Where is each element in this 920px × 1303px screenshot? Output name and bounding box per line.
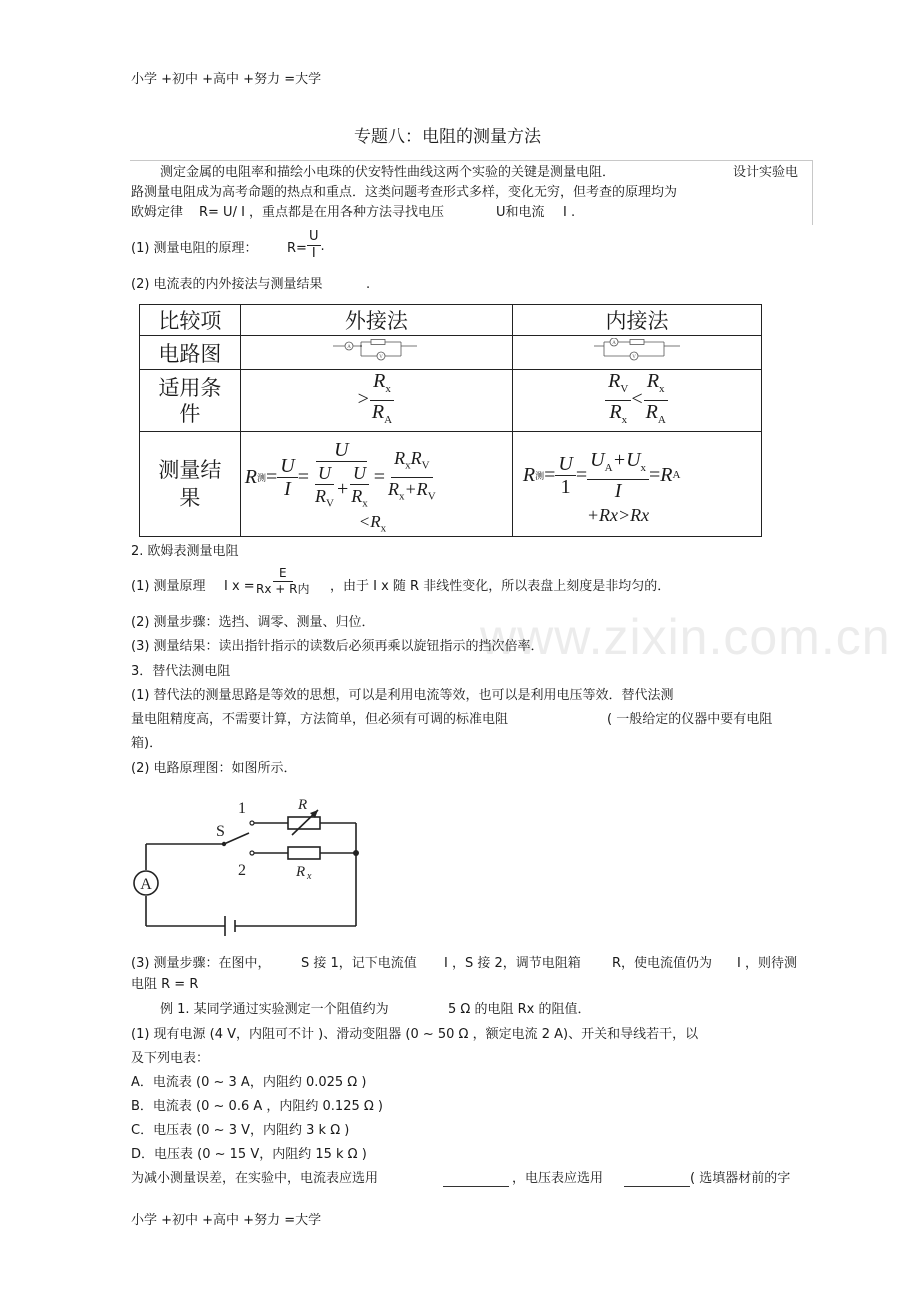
current-meter-blank[interactable] xyxy=(443,1172,509,1191)
ext-cond-den-sub: A xyxy=(384,414,393,426)
ext-res-eq2: = xyxy=(297,465,310,488)
page-footer: 小学 +初中 +高中 +努力 =大学 xyxy=(131,1213,322,1228)
ohmmeter-p3: (3) 测量结果：读出指针指示的读数后必须再乘以旋钮指示的挡次倍率． xyxy=(131,639,544,654)
svg-text:A: A xyxy=(347,345,352,350)
table-header-item: 比较项 xyxy=(140,305,241,336)
intro-line-1a: 测定金属的电阻率和描绘小电珠的伏安特性曲线这两个实验的关键是测量电阻． xyxy=(160,165,616,180)
intro-line-1b: 设计实验电 xyxy=(733,165,799,180)
example-q1a: (1) 现有电源 (4 V，内阻可不计 )、滑动变阻器 (0 ~ 50 Ω ，额定电流 2 A)、开关和导线若干，以 xyxy=(131,1027,699,1042)
ohmmeter-p2: (2) 测量步骤：选挡、调零、测量、归位． xyxy=(131,615,375,630)
ohmmeter-num: E xyxy=(273,566,293,582)
principle-label: (1) 测量电阻的原理： xyxy=(131,241,258,256)
substitution-p3b: S 接 1，记下电流值 xyxy=(301,956,417,971)
table-header-internal: 内接法 xyxy=(512,305,761,336)
intro-line-3d: I . xyxy=(563,205,576,220)
result-label-text: 测量结果 xyxy=(158,458,222,510)
int-res-ux-sub: x xyxy=(640,461,647,474)
resistance-box-label: R xyxy=(298,797,308,813)
rx-label-sub: x xyxy=(307,871,312,882)
ext-res-eq1: = xyxy=(266,465,278,488)
int-res-eq1: = xyxy=(544,463,556,486)
external-circuit-diagram xyxy=(240,336,512,370)
int-res-ua-sub: A xyxy=(604,461,613,474)
switch-pos-2-label: 2 xyxy=(238,862,246,879)
svg-text:V: V xyxy=(379,355,384,360)
example-q1b: 及下列电表： xyxy=(131,1051,210,1066)
principle-den: I xyxy=(311,246,316,261)
int-cond-lt: < xyxy=(631,388,643,411)
ext-res-tail-text: <R xyxy=(358,511,381,531)
int-res-r: R xyxy=(522,463,536,486)
principle-tail: . xyxy=(320,239,325,254)
principle-num: U xyxy=(309,229,319,244)
ammeter-label: A xyxy=(140,876,152,893)
intro-line-3b: R= U/ I ，重点都是在用各种方法寻找电压 xyxy=(199,205,445,220)
table-row-circuit-label: 电路图 xyxy=(140,336,241,370)
ext-res-r-sub: 测 xyxy=(256,472,266,483)
ohmmeter-fraction xyxy=(254,566,311,597)
internal-result xyxy=(512,432,761,537)
int-cond-den1: R xyxy=(609,401,622,423)
ext-res-rv: R xyxy=(315,486,327,507)
principle-lhs: R= xyxy=(287,241,307,256)
int-cond-den2: R xyxy=(645,401,658,423)
example-intro-a: 例 1. 某同学通过实验测定一个阻值约为 xyxy=(160,1002,389,1017)
example-last-c: ( 选填器材前的字 xyxy=(690,1171,791,1186)
ext-res-u: U xyxy=(277,455,297,478)
int-res-tail: +Rx>Rx xyxy=(586,505,650,525)
int-cond-num1: R xyxy=(608,370,621,392)
ohmmeter-den: Rx + R内 xyxy=(256,582,310,596)
table-row-condition-label xyxy=(140,370,241,432)
condition-label-text: 适用条件 xyxy=(158,375,222,426)
example-intro-b: 5 Ω 的电阻 Rx 的阻值． xyxy=(448,1002,591,1017)
int-res-plus: + xyxy=(612,448,627,471)
page-header: 小学 +初中 +高中 +努力 =大学 xyxy=(131,72,322,87)
substitution-p3a: (3) 测量步骤：在图中， xyxy=(131,956,271,971)
substitution-p1d: 箱)． xyxy=(131,736,163,751)
ext-cond-num: R xyxy=(373,370,386,392)
int-res-ra-sub: A xyxy=(672,469,681,481)
option-a: A．电流表 (0 ~ 3 A，内阻约 0.025 Ω ) xyxy=(131,1075,367,1090)
ext-res-tail xyxy=(359,512,386,534)
substitution-p1b: 量电阻精度高，不需要计算，方法简单，但必须有可调的标准电阻 xyxy=(131,712,509,727)
intro-line-3a: 欧姆定律 xyxy=(131,205,184,220)
switch-pos-1-label: 1 xyxy=(238,800,246,817)
ext-res-rv-sub: V xyxy=(326,497,334,510)
substitution-p3e: I ，则待测 xyxy=(737,956,797,971)
int-cond-num2: R xyxy=(646,370,660,392)
ohmmeter-p1-label: (1) 测量原理 xyxy=(131,579,206,594)
ext-res-rx-sub: x xyxy=(362,497,368,510)
ext-res-rx: R xyxy=(351,486,363,507)
substitution-p3d: R，使电流值仍为 xyxy=(612,956,713,971)
internal-condition xyxy=(512,370,761,432)
ohmmeter-p1-tail: ，由于 I x 随 R 非线性变化，所以表盘上刻度是非均匀的． xyxy=(330,579,671,594)
substitution-p2: (2) 电路原理图：如图所示． xyxy=(131,761,297,776)
option-b: B．电流表 (0 ~ 0.6 A ，内阻约 0.125 Ω ) xyxy=(131,1099,384,1114)
section2-tail: . xyxy=(366,277,371,292)
external-condition xyxy=(240,370,512,432)
table-row-result-label xyxy=(140,432,241,537)
voltage-meter-blank[interactable] xyxy=(624,1172,690,1191)
ohmmeter-p1-lhs: I x = xyxy=(224,579,255,594)
ext-cond-num-sub: x xyxy=(385,383,391,395)
option-d: D．电压表 (0 ~ 15 V，内阻约 15 k Ω ) xyxy=(131,1147,367,1162)
ext-res-plus: + xyxy=(336,477,349,500)
ext-res-eq3: = xyxy=(373,465,386,488)
int-res-ua: U xyxy=(590,448,605,471)
watermark: www.zixin.com.cn xyxy=(480,609,891,665)
intro-line-2: 路测量电阻成为高考命题的热点和重点．这类问题考查形式多样，变化无穷，但考查的原理均为 xyxy=(131,185,678,200)
int-res-eq2: = xyxy=(575,463,588,486)
svg-text:V: V xyxy=(632,355,636,360)
substitution-p3f: 电阻 R = R xyxy=(131,977,199,992)
example-last-a: 为减小测量误差，在实验中，电流表应选用 xyxy=(131,1171,379,1186)
int-res-eq3: = xyxy=(649,463,661,486)
int-res-ux: U xyxy=(626,448,641,471)
ext-cond-den: R xyxy=(371,401,385,423)
int-cond-num2-sub: x xyxy=(659,383,665,395)
ext-res-inner-u: U xyxy=(316,439,366,462)
example-last-b: ，电压表应选用 xyxy=(512,1171,604,1186)
int-cond-den1-sub: x xyxy=(621,414,628,426)
ext-res-tail-sub: x xyxy=(380,522,387,534)
intro-line-3c: U和电流 xyxy=(496,205,545,220)
internal-circuit-diagram xyxy=(512,336,761,370)
substitution-p3c: I ，S 接 2，调节电阻箱 xyxy=(444,956,581,971)
principle-fraction xyxy=(307,229,325,262)
external-result: R 测 = $\frac{U}{I}$ = U $\frac{U}{R_V}$ + $\frac{U}{R_x}$ = $\frac{R_xR_V}{R_x+R_V}$ $<R_x$ xyxy=(240,432,512,537)
table-header-external: 外接法 xyxy=(240,305,512,336)
option-c: C．电压表 (0 ~ 3 V，内阻约 3 k Ω ) xyxy=(131,1123,350,1138)
ohmmeter-heading: 2. 欧姆表测量电阻 xyxy=(131,544,239,559)
int-cond-num1-sub: V xyxy=(620,383,629,395)
substitution-p1c: ( 一般给定的仪器中要有电阻 xyxy=(607,712,773,727)
ext-cond-gt: > xyxy=(357,388,369,411)
substitution-heading: 3．替代法测电阻 xyxy=(131,664,231,679)
section2-label: (2) 电流表的内外接法与测量结果 xyxy=(131,277,323,292)
int-res-i: I xyxy=(614,479,622,502)
int-res-one: 1 xyxy=(560,475,571,498)
switch-label: S xyxy=(216,823,225,840)
substitution-p1a: (1) 替代法的测量思路是等效的思想，可以是利用电流等效，也可以是利用电压等效．替代法测 xyxy=(131,688,674,703)
int-res-ra: R xyxy=(660,463,673,486)
int-cond-den2-sub: A xyxy=(657,414,666,426)
svg-text:A: A xyxy=(612,341,616,346)
rx-label: R xyxy=(296,864,306,880)
page-title: 专题八：电阻的测量方法 xyxy=(354,127,541,147)
int-res-u: U xyxy=(555,453,575,476)
comparison-table xyxy=(139,304,762,537)
ext-res-r: R xyxy=(244,465,257,488)
int-res-r-sub: 测 xyxy=(535,470,545,481)
substitution-circuit-diagram xyxy=(128,792,368,944)
ext-res-i: I xyxy=(284,477,291,500)
